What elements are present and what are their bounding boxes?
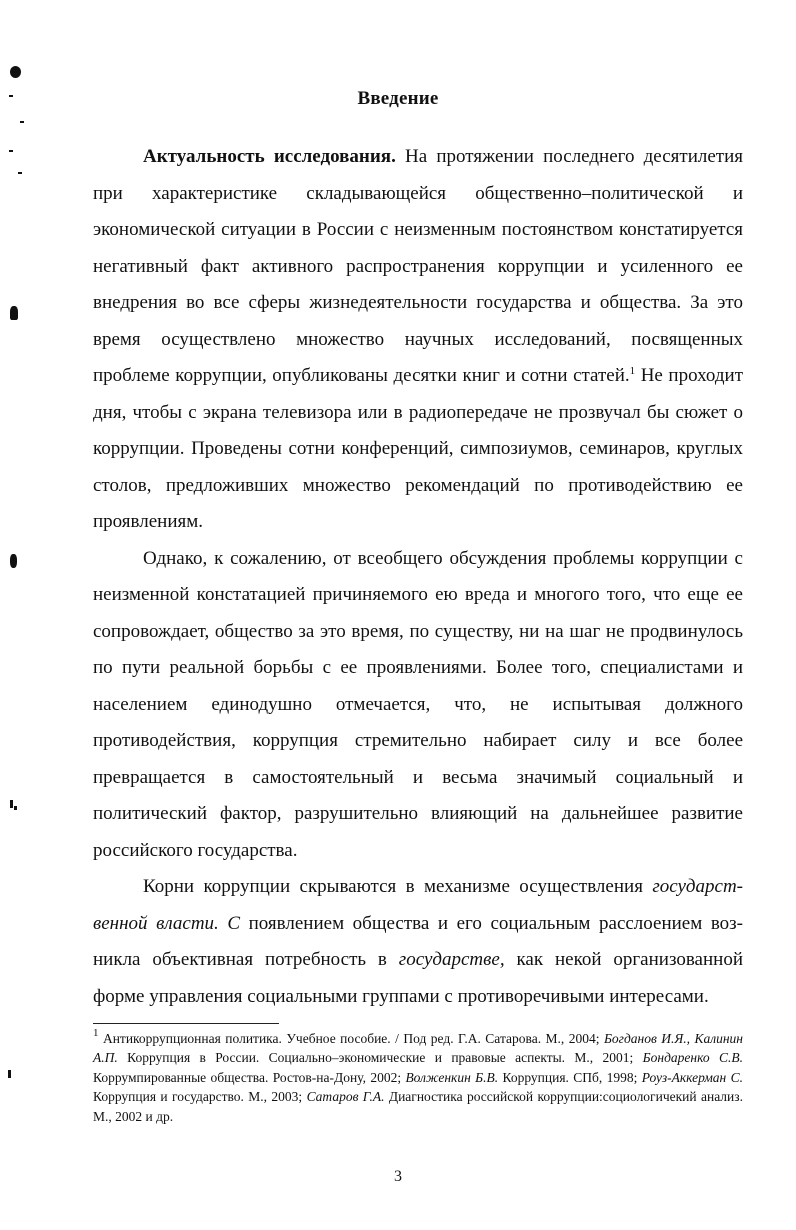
page-number: 3 xyxy=(394,1168,402,1185)
paragraph-text: На протяжении последнего десятилетия при характеристике складывающейся общественно–политической и экономической ситуации в России с неизменным постоянством констатируется негативный факт активного распространения коррупции и усиленного ее внедрения во все сферы жизнедеятельности государства и общества. За это время осуществлено множество научных исследований, посвященных проблеме коррупции, опубликованы десятки книг и сотни статей. xyxy=(93,146,743,386)
footnote-text: Коррупция и государство. М., 2003; xyxy=(93,1089,307,1105)
footnote-text: Диагностика российской коррупции:социологичекий анализ. М., 2002 и др. xyxy=(93,1089,743,1124)
footnote-author: Роуз-Аккерман С. xyxy=(641,1069,743,1085)
paragraph-text: появлением общества и его социальным расслоением воз-никла объективная потребность в xyxy=(93,912,744,970)
footnote-text: Коррумпированные общества. Ростов-на-Дону, 2002; xyxy=(93,1069,406,1085)
footnote-author: Волженкин Б.В. xyxy=(405,1069,499,1085)
footnote-text: Коррупция. СПб, 1998; xyxy=(498,1069,642,1085)
scan-mark xyxy=(14,806,17,810)
footnote-author: Сатаров Г.А. xyxy=(306,1089,385,1105)
page-title: Введение xyxy=(357,88,439,109)
paragraph-roots xyxy=(93,869,743,1015)
footnote-ref[interactable]: 1 xyxy=(629,365,636,377)
scan-mark xyxy=(10,554,17,568)
paragraph-text: Не проходит дня, чтобы с экрана телевизора или в радиопередаче не прозвучал бы сюжет о коррупции. Проведены сотни конференций, симпозиумов, семинаров, круглых столов, предложивших множество рекомендаций по противодействию ее проявлениям. xyxy=(93,365,743,532)
scan-mark xyxy=(8,1070,11,1078)
scan-mark xyxy=(10,800,13,808)
paragraph-text: Однако, к сожалению, от всеобщего обсуждения проблемы коррупции с неизменной констатацией причиняемого ею вреда и многого того, что еще ее сопровождает, общество за это время, по существу, ни на шаг не продвинулось по пути реальной борьбы с ее проявлениями. Более того, специалистами и населением единодушно отмечается, что, не испытывая должного противодействия, коррупция стремительно набирает силу и все более превращается в самостоятельный и весьма значимый социальный и политический фактор, разрушительно влияющий на дальнейшее развитие российского государства. xyxy=(93,547,743,861)
paragraph-text: Корни коррупции скрываются в механизме осуществления xyxy=(143,876,653,897)
footnote xyxy=(93,1029,743,1126)
footnote-author: Богданов И.Я., Калинин А.П. xyxy=(93,1031,744,1066)
scan-mark xyxy=(20,121,24,123)
footnote-text: Антикоррупционная политика. Учебное пособие. / Под ред. Г.А. Сатарова. М., 2004; xyxy=(98,1031,604,1046)
scan-mark xyxy=(10,306,18,320)
paragraph-relevance xyxy=(93,139,743,541)
main-text xyxy=(93,139,743,1015)
paragraph-however xyxy=(93,541,743,870)
footnote-author: Бондаренко С.В. xyxy=(642,1050,743,1066)
section-heading: Актуальность исследования. xyxy=(143,146,396,167)
footnote-divider xyxy=(93,1023,279,1024)
scan-mark xyxy=(18,172,22,174)
footnote-number: 1 xyxy=(93,1027,99,1039)
italic-term: государстве, xyxy=(398,949,505,970)
paragraph-text: как некой организованной форме управления социальными группами с противоречивыми интересами. xyxy=(93,949,743,1007)
scan-mark xyxy=(10,66,21,78)
scan-mark xyxy=(9,150,13,152)
footnote-text: Коррупция в России. Социально–экономические и правовые аспекты. М., 2001; xyxy=(117,1050,643,1066)
italic-term: государст-венной власти. С xyxy=(93,876,743,934)
